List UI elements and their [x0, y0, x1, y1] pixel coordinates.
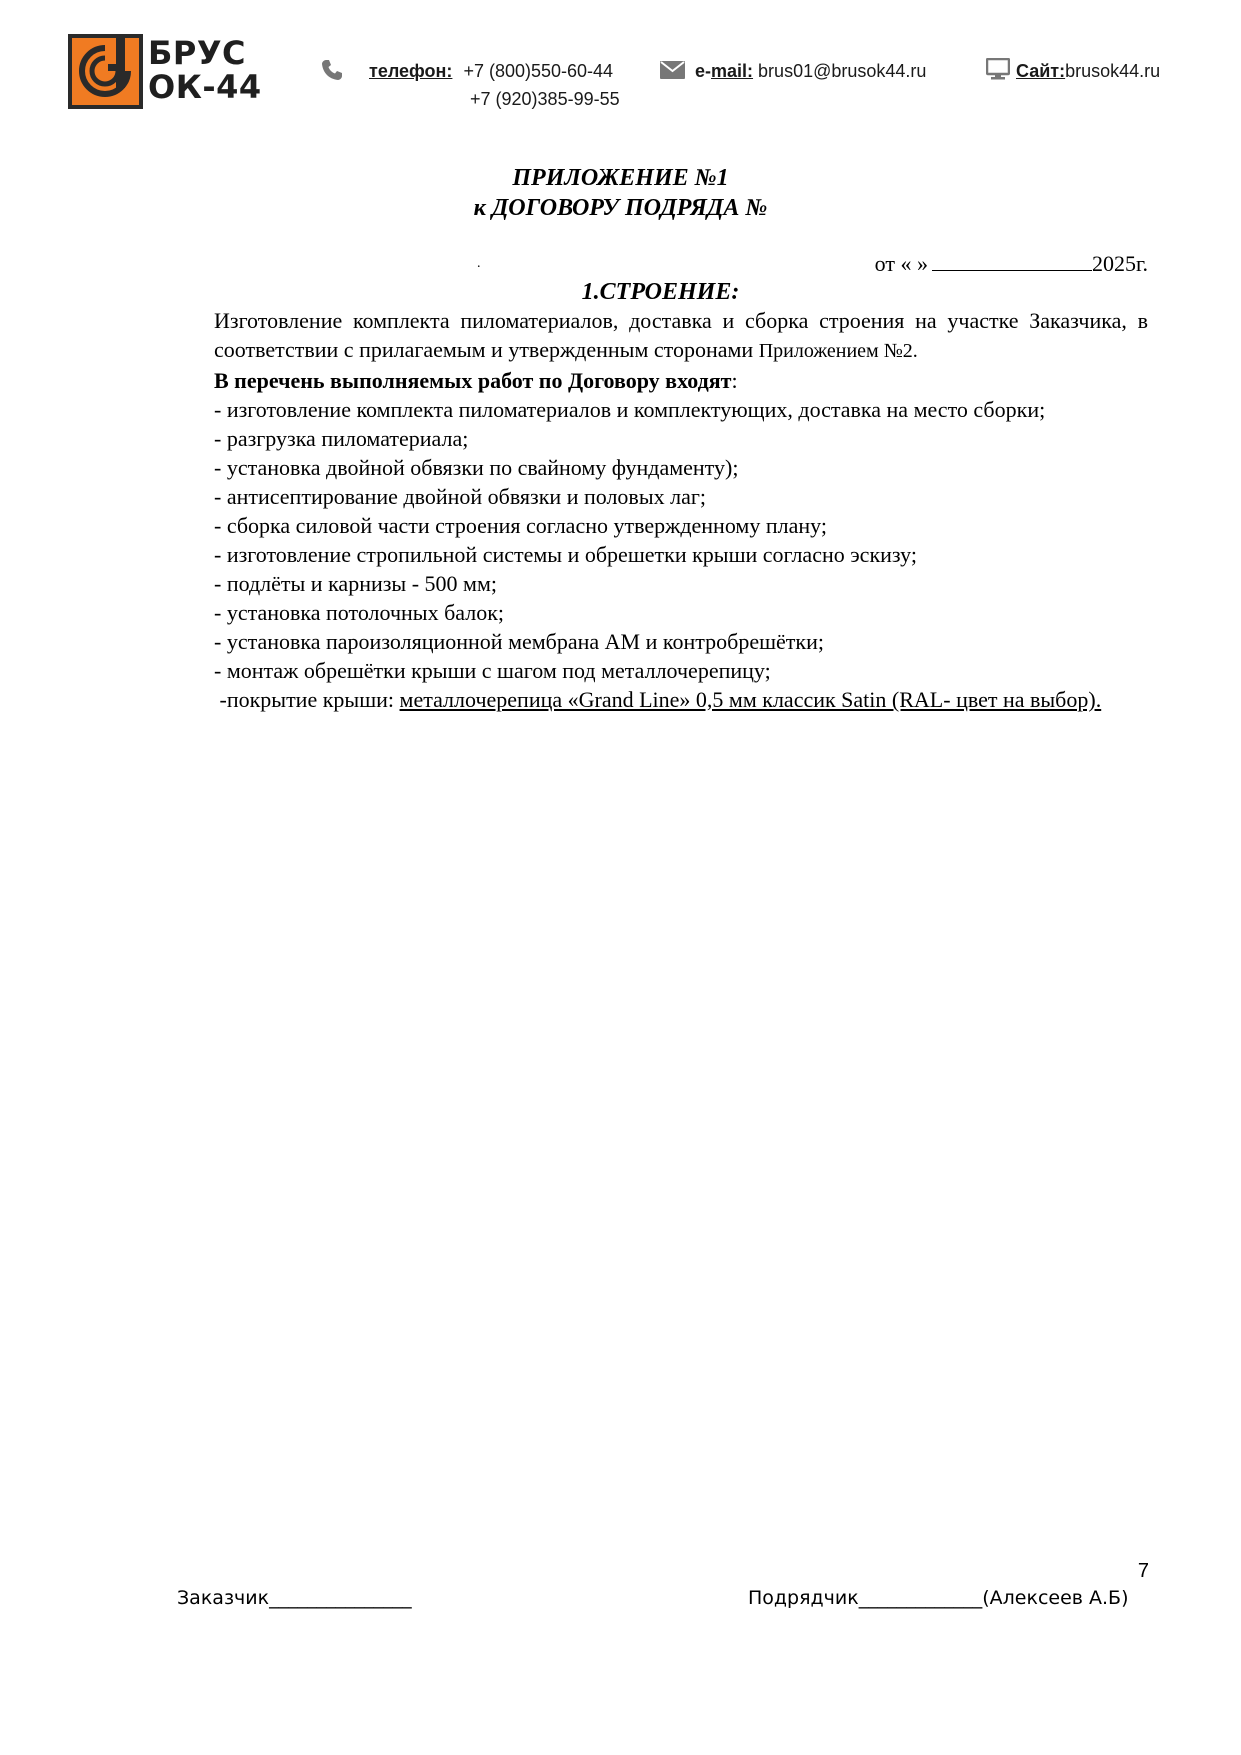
monitor-icon [986, 58, 1010, 80]
stray-dot: . [477, 256, 481, 271]
intro-main: Изготовление комплекта пиломатериалов, доставка и сборка строения на участке Заказчика, в соответствии с прилагаемым и утвержденным сторонами [214, 308, 1148, 362]
logo-mark-icon [68, 34, 143, 109]
section-heading: 1.СТРОЕНИЕ: [581, 279, 740, 305]
page-number: 7 [1137, 1560, 1149, 1582]
document-title-line-1: ПРИЛОЖЕНИЕ №1 [512, 165, 729, 191]
email-label: mail: [711, 61, 754, 81]
list-item: - монтаж обрешётки крыши с шагом под металлочерепицу; [214, 658, 771, 683]
email-prefix: e- [695, 61, 712, 81]
list-item: - изготовление стропильной системы и обрешетки крыши согласно эскизу; [214, 542, 917, 567]
phone-number-2[interactable]: +7 (920)385-99-55 [470, 89, 620, 109]
roof-material: металлочерепица «Grand Line» 0,5 мм классик Satin (RAL- цвет на выбор). [399, 687, 1102, 712]
roof-prefix: -покрытие крыши: [214, 687, 400, 712]
site-label: Сайт: [1016, 61, 1066, 81]
list-item: - подлёты и карнизы - 500 мм; [214, 571, 497, 596]
email-block [695, 61, 926, 82]
site-block [1016, 61, 1160, 82]
date-blank [932, 252, 1092, 271]
contractor-signature-line: Подрядчик_____________(Алексеев А.Б) [748, 1587, 1129, 1609]
logo-line-1: БРУС [148, 34, 246, 72]
phone-icon [320, 58, 344, 82]
list-item: - изготовление комплекта пиломатериалов и комплектующих, доставка на место сборки; [214, 397, 1046, 422]
site-url[interactable]: brusok44.ru [1065, 61, 1161, 81]
works-heading-line [214, 366, 1148, 395]
logo-text [148, 36, 262, 104]
works-heading: В перечень выполняемых работ по Договору входят [214, 368, 732, 393]
list-item: - сборка силовой части строения согласно утвержденному плану; [214, 513, 827, 538]
envelope-icon [660, 61, 685, 79]
roof-item [214, 685, 1148, 714]
logo-line-2: ОК-44 [148, 68, 262, 106]
date-line [875, 250, 1148, 278]
date-year: 2025г. [1091, 251, 1148, 276]
list-item: - установка потолочных балок; [214, 600, 504, 625]
email-address[interactable]: brus01@brusok44.ru [758, 61, 927, 81]
phone-block [369, 61, 613, 82]
company-logo [68, 32, 283, 110]
document-title-line-2: к ДОГОВОРУ ПОДРЯДА № [473, 195, 768, 221]
phone-number-1[interactable]: +7 (800)550-60-44 [463, 61, 614, 81]
intro-tail: Приложением №2. [758, 340, 918, 362]
section-content [214, 306, 1148, 714]
customer-signature-line: Заказчик_______________ [177, 1587, 412, 1609]
list-item: - разгрузка пиломатериала; [214, 426, 469, 451]
intro-paragraph [214, 306, 1148, 366]
list-item: - установка двойной обвязки по свайному фундаменту); [214, 455, 739, 480]
list-item: - антисептирование двойной обвязки и половых лаг; [214, 484, 706, 509]
list-item: - установка пароизоляционной мембрана АМ и контробрешётки; [214, 629, 824, 654]
date-prefix: от « » [874, 251, 928, 276]
works-colon: : [731, 368, 738, 393]
phone-label: телефон: [369, 61, 453, 81]
works-list [214, 395, 1148, 714]
